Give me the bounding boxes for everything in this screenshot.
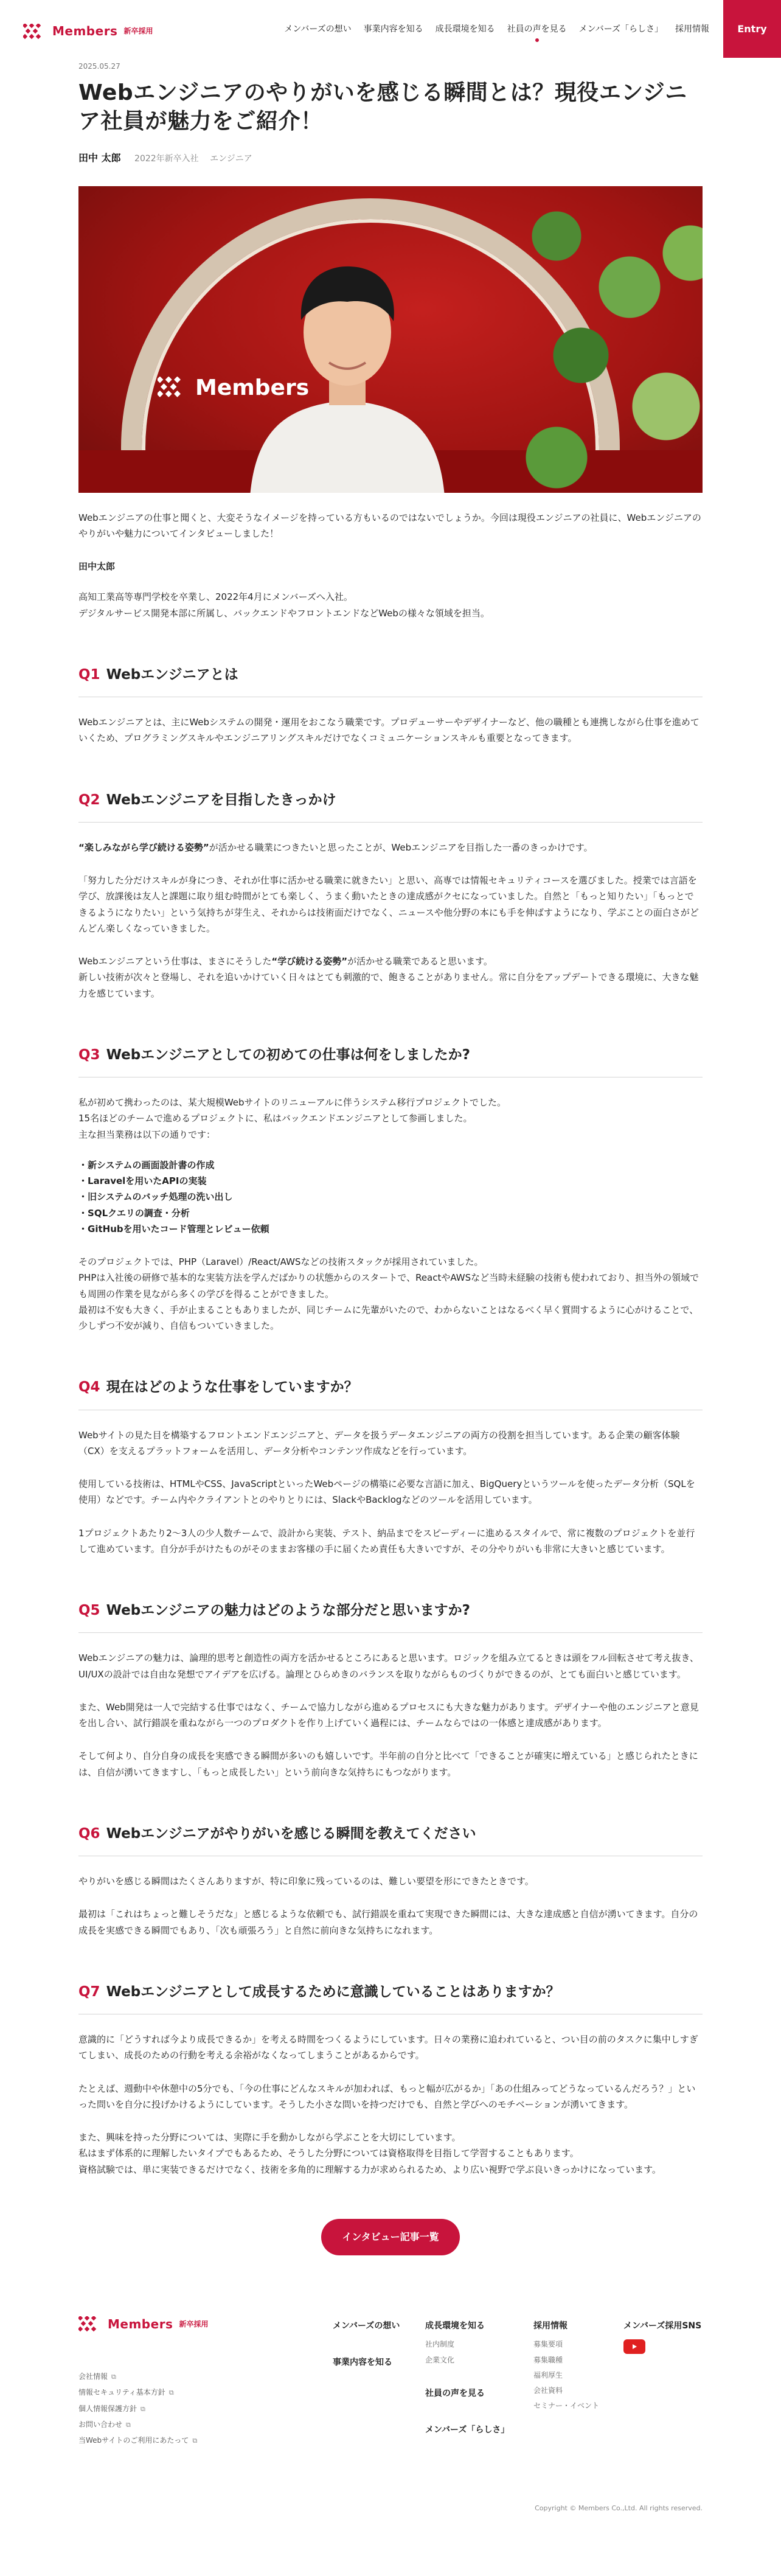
question-number: Q3 [78,1046,100,1063]
footer-col-2 [425,2319,509,2442]
footer-link-terms[interactable]: 当Webサイトのご利用にあたって [78,2436,189,2445]
footer-sublink[interactable]: 会社資料 [533,2386,563,2395]
author-name: 田中 太郎 [78,151,121,164]
answer-text: Webエンジニアという仕事は、まさにそうした [78,956,272,967]
qa-heading [78,1980,703,2014]
answer-paragraph: そのプロジェクトでは、PHP（Laravel）/React/AWSなどの技術スタックが採用されていました。 PHPは入社後の研修で基本的な実装方法を学んだばかりの状態からのスタートで、ReactやAWSなど当時未経験の技術も使われており、担当外の領域でも周囲の作業を見ながら多くの学びを得ることができました。 最初は不安も大きく、手が止まることもありましたが、同じチームに先輩がいたので、わからないことはなるべく早く質問するように心がけることで、少しずつ不安が減り、自信もついていきました。 [78,1256,699,1332]
interview-list-button[interactable]: インタビュー記事一覧 [321,2219,459,2255]
answer-paragraph: 「努力した分だけスキルが身につき、それが仕事に活かせる職業に就きたい」と思い、高専では情報セキュリティコースを選びました。授業では言語を学び、放課後は友人と課題に取り組む時間がとても楽しく、うまく動いたときの達成感がクセになっていました。自然と「もっと知りたい」「もっとできるようになりたい」という気持ちが芽生え、それからは技術面だけでなく、ニュースや他分野の本にも手を伸ばすようになり、学ぶことの面白さがどんどん楽しくなっていきました。 [78,875,699,934]
youtube-icon[interactable] [623,2339,645,2354]
article-lead: Webエンジニアの仕事と聞くと、大変そうなイメージを持っている方もいるのではないでしょうか。今回は現役エンジニアの社員に、Webエンジニアのやりがいや魅力についてインタビューしました！ [78,512,701,539]
answer-paragraph: Webエンジニアの魅力は、論理的思考と創造性の両方を活かせるところにあると思います。ロジックを組み立てるときは頭をフル回転させて考え抜き、UI/UXの設計では自由な発想でアイデアを広げる。論理とひらめきのバランスを取りながらものづくりができるのが、とても面白いと感じています。 [78,1652,699,1680]
question-title: Webエンジニアがやりがいを感じる瞬間を教えてください [106,1825,476,1842]
footer-link-security[interactable]: 情報セキュリティ基本方針 [78,2388,165,2397]
play-icon [631,2343,638,2350]
footer-legal-links [78,2369,197,2449]
footer-logo[interactable] [78,2314,208,2335]
footer-link-growth[interactable]: 成長環境を知る [425,2320,485,2331]
footer-sublink[interactable]: 企業文化 [425,2355,455,2364]
qa-section-q6 [78,1822,703,1938]
article-title: Webエンジニアのやりがいを感じる瞬間とは？現役エンジニア社員が魅力をご紹介！ [78,80,687,134]
footer-sns-heading: メンバーズ採用SNS [623,2320,702,2331]
emphasis-text: “学び続ける姿勢” [271,956,348,967]
list-item: ・ 旧システムのバッチ処理の洗い出し [78,1189,703,1205]
site-header [0,0,781,58]
footer-col-4 [623,2319,701,2355]
footer-sublink[interactable]: 福利厚生 [533,2370,563,2379]
nav-philosophy[interactable]: メンバーズの想い [284,24,352,34]
list-item: ・ Laravelを用いたAPIの実装 [78,1173,703,1189]
question-number: Q4 [78,1379,100,1396]
byline [78,150,703,167]
footer-sublink[interactable]: 募集要項 [533,2340,563,2349]
members-logo-icon [78,2316,103,2332]
author-join-year: 2022年新卒入社 [134,153,199,164]
nav-voices[interactable]: 社員の声を見る [507,22,567,37]
list-item: ・ 新システムの画面設計書の作成 [78,1157,703,1173]
external-link-icon: ⧉ [192,2437,198,2445]
footer-col-3 [533,2319,599,2414]
external-link-icon: ⧉ [126,2421,131,2429]
qa-section-q2 [78,788,703,1001]
footer-link-culture[interactable]: メンバーズ「らしさ」 [425,2425,510,2435]
question-title: Webエンジニアの魅力はどのような部分だと思いますか? [106,1603,470,1619]
logo-text: Members [52,24,118,38]
logo-subtitle: 新卒採用 [123,27,153,35]
qa-section-q4 [78,1375,703,1557]
nav-recruit[interactable]: 採用情報 [675,24,709,34]
footer-link-privacy[interactable]: 個人情報保護方針 [78,2404,137,2413]
cta-area [78,2219,703,2255]
answer-paragraph: また、興味を持った分野については、実際に手を動かしながら学ぶことを大切にしています。 私はまず体系的に理解したいタイプでもあるため、そうした分野については資格取得を目指して学習することもあります。 資格試験では、単に実装できるだけでなく、技術を多角的に理解する力が求められるため、より広い視野で学ぶ良いきっかけになっています。 [78,2132,661,2175]
question-title: Webエンジニアとして成長するために意識していることはありますか？ [106,1983,560,2000]
footer-sublink[interactable]: 社内制度 [425,2340,455,2349]
footer-sublink[interactable]: 募集職種 [533,2355,563,2364]
emphasis-text: “楽しみながら学び続ける姿勢” [78,841,209,853]
site-logo[interactable] [23,21,153,42]
answer-paragraph: 1プロジェクトあたり2〜3人の少人数チームで、設計から実装、テスト、納品までをスピーディーに進めるスタイルで、常に複数のプロジェクトを並行して進めています。自分が手がけたものがそのままお客様の手に届くため責任も大きいですが、その分やりがいも非常に大きいと感じています。 [78,1527,695,1554]
article [78,60,703,2255]
answer-paragraph: 使用している技術は、HTMLやCSS、JavaScriptといったWebページの構築に必要な言語に加え、BigQueryというツールを使ったデータ分析（SQLを使用）などです。チーム内やクライアントとのやりとりには、SlackやBacklogなどのツールを活用しています。 [78,1478,695,1506]
qa-heading [78,663,703,697]
question-title: 現在はどのような仕事をしていますか？ [106,1379,358,1396]
members-logo-icon [23,24,47,40]
author-role: エンジニア [210,153,252,164]
global-nav [284,22,709,37]
qa-heading [78,788,703,823]
qa-section-q1 [78,663,703,747]
footer-link-voices[interactable]: 社員の声を見る [425,2388,485,2398]
question-title: Webエンジニアを目指したきっかけ [106,792,336,808]
entry-button[interactable]: Entry [723,0,781,58]
footer-link-philosophy[interactable]: メンバーズの想い [333,2320,400,2331]
footer-sublink[interactable]: セミナー・イベント [533,2401,600,2411]
answer-paragraph: Webサイトの見た目を構築するフロントエンドエンジニアと、データを扱うデータエンジニアの両方の役割を担当しています。ある企業の顧客体験（CX）を支えるプラットフォームを活用し、データ分析やコンテンツ作成などを行っています。 [78,1429,680,1457]
footer-logo-text: Members [108,2316,173,2331]
question-number: Q5 [78,1603,100,1619]
question-number: Q1 [78,666,100,683]
answer-paragraph: 意識的に「どうすれば今より成長できるか」を考える時間をつくるようにしています。日々の業務に追われていると、つい目の前のタスクに集中しすぎてしまい、成長のための行動を考える余裕がなくなってしまうことがあるからです。 [78,2034,698,2061]
members-logo-icon [158,377,189,399]
answer-paragraph [78,953,703,1001]
nav-culture[interactable]: メンバーズ「らしさ」 [578,24,663,34]
nav-business[interactable]: 事業内容を知る [363,24,423,34]
external-link-icon: ⧉ [141,2404,145,2413]
hero-photo [78,186,703,493]
answer-paragraph: 私が初めて携わったのは、某大規模Webサイトのリニューアルに伴うシステム移行プロジェクトでした。 15名ほどのチームで進めるプロジェクトに、私はバックエンドエンジニアとして参画しました。 主な担当業務は以下の通りです： [78,1097,507,1140]
footer-col-1 [333,2319,400,2374]
external-link-icon: ⧉ [168,2389,174,2397]
answer-paragraph [78,840,703,855]
profile-name: 田中太郎 [78,561,116,573]
question-number: Q6 [78,1825,100,1842]
copyright: Copyright © Members Co.,Ltd. All rights reserved. [535,2504,703,2512]
answer-paragraph: たとえば、週動中や休憩中の5分でも、「今の仕事にどんなスキルが加われば、もっと幅が広がるか」「あの仕組みってどうなっているんだろう？」といった問いを自分に投げかけるようにしています。そうした小さな問いを持つだけでも、自然と学びへのモチベーションが湧いてきます。 [78,2083,696,2110]
external-link-icon: ⧉ [111,2372,116,2381]
qa-section-q5 [78,1598,703,1780]
footer-link-business[interactable]: 事業内容を知る [333,2358,392,2368]
nav-growth[interactable]: 成長環境を知る [435,24,495,34]
hero-sign-text: Members [195,375,310,400]
footer-logo-subtitle: 新卒採用 [179,2319,209,2328]
answer-paragraph: Webエンジニアとは、主にWebシステムの開発・運用をおこなう職業です。プロデューサーやデザイナーなど、他の職種とも連携しながら仕事を進めていくため、プログラミングスキルやエンジニアリングスキルだけでなくコミュニケーションスキルも重要となってきます。 [78,717,699,744]
answer-text: が活かせる職業につきたいと思ったことが、Webエンジニアを目指した一番のきっかけです。 [209,841,593,853]
qa-heading [78,1598,703,1633]
profile-body: 高知工業高等専門学校を卒業し、2022年4月にメンバーズへ入社。 デジタルサービス開発本部に所属し、バックエンドやフロントエンドなどWebの様々な領域を担当。 [78,591,490,619]
person-photo [238,241,457,493]
question-title: Webエンジニアとしての初めての仕事は何をしましたか? [106,1046,470,1063]
list-item: ・ GitHubを用いたコード管理とレビュー依頼 [78,1221,703,1237]
answer-paragraph: やりがいを感じる瞬間はたくさんありますが、特に印象に残っているのは、難しい要望を形にできたときです。 [78,1876,534,1887]
qa-section-q3 [78,1043,703,1334]
list-item: ・ SQLクエリの調査・分析 [78,1205,703,1221]
footer-link-contact[interactable]: お問い合わせ [78,2420,123,2429]
answer-text: が活かせる職業であると思います。 新しい技術が次々と登場し、それを追いかけていく日々はとても刺激的で、飽きることがありません。常に自分をアップデートできる環境に、大きな魅力を感じています。 [78,956,699,999]
footer-link-recruit[interactable]: 採用情報 [533,2320,568,2331]
answer-paragraph: そして何より、自分自身の成長を実感できる瞬間が多いのも嬉しいです。半年前の自分と比べて「できることが確実に増えている」と感じられたときには、自信が湧いてきますし、「もっと成長したい」という前向きな気持ちにもつながります。 [78,1750,698,1778]
answer-paragraph: また、Web開発は一人で完結する仕事ではなく、チームで協力しながら進めるプロセスにも大きな魅力があります。デザイナーや他のエンジニアと意見を出し合い、試行錯誤を重ねながら一つのプロダクトを作り上げていく過程には、チームならではの一体感と達成感があります。 [78,1701,699,1729]
qa-heading [78,1375,703,1410]
question-number: Q2 [78,792,100,808]
footer-link-company[interactable]: 会社情報 [78,2372,108,2381]
qa-heading [78,1043,703,1077]
qa-heading [78,1822,703,1856]
task-list [78,1157,703,1237]
question-number: Q7 [78,1983,100,2000]
question-title: Webエンジニアとは [106,666,238,683]
plant-image [484,186,703,493]
answer-paragraph: 最初は「これはちょっと難しそうだな」と感じるような依頼でも、試行錯誤を重ねて実現できた瞬間には、大きな達成感と自信が湧いてきます。自分の成長を実感できる瞬間でもあり、「次も頑張ろう」と自然に前向きな気持ちになれます。 [78,1909,698,1936]
qa-section-q7 [78,1980,703,2177]
site-footer [78,2314,703,2496]
article-date: 2025.05.27 [78,62,120,71]
